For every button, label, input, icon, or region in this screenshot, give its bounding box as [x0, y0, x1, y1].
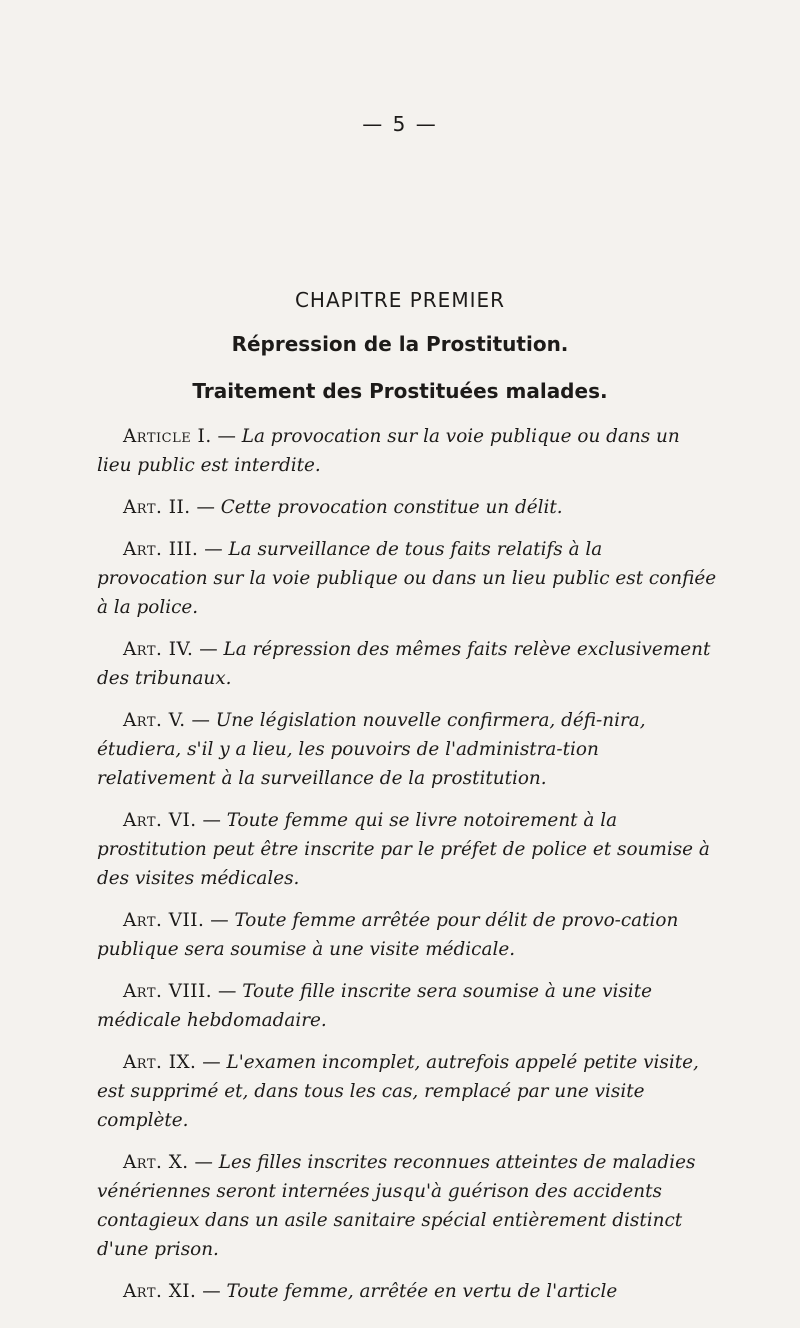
chapter-heading: CHAPITRE PREMIER	[294, 288, 506, 312]
article-dash: —	[211, 426, 242, 447]
article-7	[97, 906, 717, 964]
article-text: Une législation nouvelle confirmera, défi-nira, étudiera, s'il y a lieu, les pouvoirs de l'administra-tion relativement à la surveillance de la prostitution.	[97, 710, 646, 789]
article-label: Art. X.	[123, 1152, 189, 1173]
article-text: L'examen incomplet, autrefois appelé petite visite, est supprimé et, dans tous les cas, remplacé par une visite complète.	[97, 1052, 699, 1131]
article-dash: —	[198, 539, 229, 560]
article-dash: —	[196, 1281, 227, 1302]
article-text: La provocation sur la voie publique ou dans un lieu public est interdite.	[97, 426, 680, 476]
article-text: Toute femme, arrêtée en vertu de l'article	[226, 1281, 618, 1302]
article-text: Les filles inscrites reconnues atteintes de maladies vénériennes seront internées jusqu'à guérison des accidents contagieux dans un asile sanitaire spécial entièrement distinct d'une prison.	[97, 1152, 696, 1260]
page-number: — 5 —	[362, 112, 438, 136]
article-1	[97, 422, 717, 480]
section-title-repression: Répression de la Prostitution.	[231, 332, 569, 356]
article-dash: —	[193, 639, 224, 660]
article-dash: —	[185, 710, 216, 731]
article-11	[97, 1277, 717, 1306]
article-9	[97, 1048, 717, 1135]
articles-body	[97, 422, 717, 1319]
section-title-traitement: Traitement des Prostituées malades.	[192, 379, 608, 403]
article-10	[97, 1148, 717, 1264]
article-dash: —	[196, 810, 227, 831]
article-label: Art. XI.	[123, 1281, 197, 1302]
article-label: Art. IV.	[123, 639, 194, 660]
article-dash: —	[188, 1152, 219, 1173]
article-dash: —	[212, 981, 243, 1002]
article-label: Art. V.	[123, 710, 186, 731]
article-dash: —	[190, 497, 221, 518]
article-label: Art. VIII.	[123, 981, 213, 1002]
article-4	[97, 635, 717, 693]
article-5	[97, 706, 717, 793]
article-3	[97, 535, 717, 622]
article-label: Art. III.	[123, 539, 199, 560]
article-label: Art. II.	[123, 497, 191, 518]
article-label: Art. VI.	[123, 810, 197, 831]
article-text: Cette provocation constitue un délit.	[220, 497, 563, 518]
article-2	[97, 493, 717, 522]
article-dash: —	[196, 1052, 227, 1073]
article-label: Article I.	[123, 426, 212, 447]
article-text: Toute femme arrêtée pour délit de provo-cation publique sera soumise à une visite médicale.	[97, 910, 679, 960]
article-dash: —	[204, 910, 235, 931]
article-text: La surveillance de tous faits relatifs à la provocation sur la voie publique ou dans un lieu public est confiée à la police.	[97, 539, 717, 618]
article-label: Art. IX.	[123, 1052, 197, 1073]
article-6	[97, 806, 717, 893]
article-text: Toute fille inscrite sera soumise à une visite médicale hebdomadaire.	[97, 981, 652, 1031]
article-label: Art. VII.	[123, 910, 205, 931]
article-text: Toute femme qui se livre notoirement à la prostitution peut être inscrite par le préfet de police et soumise à des visites médicales.	[97, 810, 710, 889]
article-text: La répression des mêmes faits relève exclusivement des tribunaux.	[97, 639, 711, 689]
article-8	[97, 977, 717, 1035]
